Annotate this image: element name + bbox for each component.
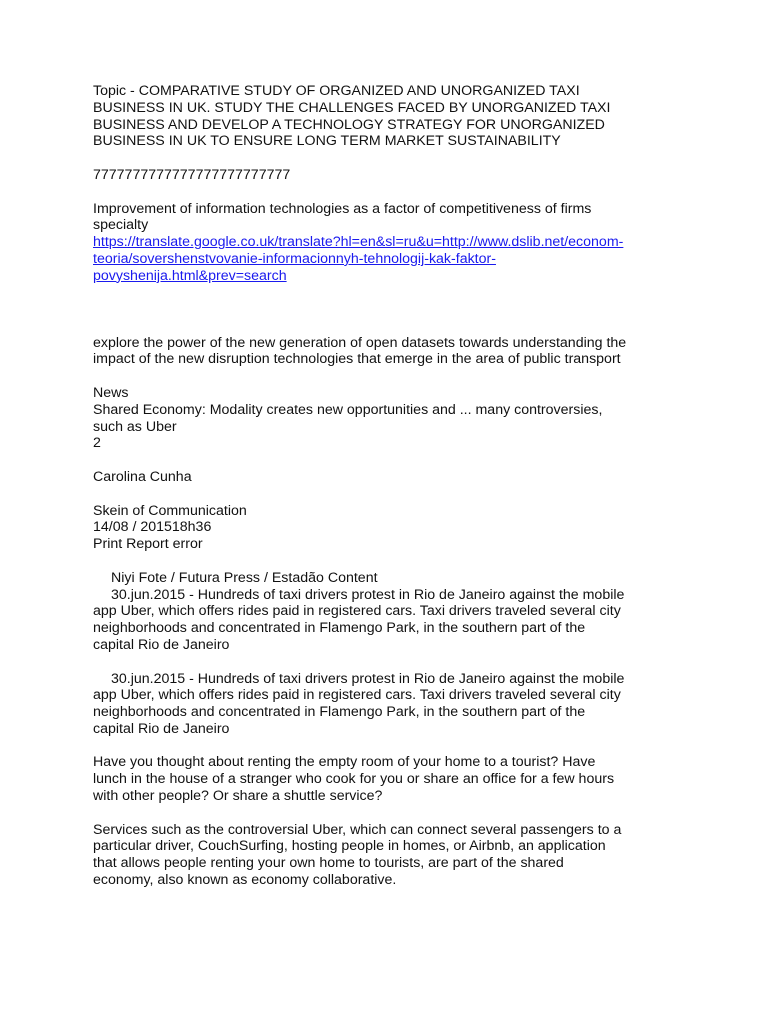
topic-line: Topic - COMPARATIVE STUDY OF ORGANIZED AND UNORGANIZED TAXI (93, 83, 580, 99)
source-actions: Print Report error (93, 536, 203, 553)
explore-paragraph (93, 335, 683, 369)
link-line[interactable]: teoria/sovershenstvovanie-informacionnyh-tehnologij-kak-faktor- (93, 250, 496, 267)
caption-line: capital Rio de Janeiro (93, 636, 230, 653)
improvement-line: Improvement of information technologies as a factor of competitiveness of firms (93, 200, 592, 217)
caption-line: 30.jun.2015 - Hundreds of taxi drivers protest in Rio de Janeiro against the mobile (111, 670, 625, 687)
source-datetime: 14/08 / 201518h36 (93, 519, 212, 536)
topic-line: BUSINESS AND DEVELOP A TECHNOLOGY STRATEGY FOR UNORGANIZED (93, 116, 605, 133)
topic-heading (93, 83, 683, 150)
paragraph-line: particular driver, CouchSurfing, hosting people in homes, or Airbnb, an application (93, 838, 606, 855)
link-line[interactable]: https://translate.google.co.uk/translate?hl=en&sl=ru&u=http://www.dslib.net/econom- (93, 234, 624, 251)
news-label: News (93, 384, 129, 401)
news-headline-line: Shared Economy: Modality creates new opportunities and ... many controversies, (93, 401, 603, 418)
caption-line: neighborhoods and concentrated in Flamengo Park, in the southern part of the (93, 704, 586, 721)
link-line[interactable]: povyshenija.html&prev=search (93, 267, 287, 284)
news-block (93, 385, 683, 452)
caption-line: app Uber, which offers rides paid in registered cars. Taxi drivers traveled several city (93, 687, 621, 704)
explore-line: explore the power of the new generation of open datasets towards understanding the (93, 334, 627, 351)
improvement-paragraph (93, 201, 683, 235)
improvement-line: specialty (93, 217, 149, 234)
caption-line: capital Rio de Janeiro (93, 720, 230, 737)
paragraph-services (93, 822, 683, 889)
topic-line: BUSINESS IN UK. STUDY THE CHALLENGES FACED BY UNORGANIZED TAXI (93, 99, 611, 116)
document-page (93, 83, 683, 889)
paragraph-renting (93, 754, 683, 804)
source-name: Skein of Communication (93, 502, 247, 519)
explore-line: impact of the new disruption technologies that emerge in the area of public transport (93, 351, 621, 368)
news-count: 2 (93, 435, 101, 452)
caption-2 (93, 671, 683, 738)
caption-line: neighborhoods and concentrated in Flamengo Park, in the southern part of the (93, 620, 586, 637)
paragraph-line: lunch in the house of a stranger who cook for you or share an office for a few hours (93, 771, 615, 788)
photo-credit: Niyi Fote / Futura Press / Estadão Content (111, 569, 378, 586)
news-headline-line: such as Uber (93, 418, 177, 435)
paragraph-line: Services such as the controversial Uber, which can connect several passengers to a (93, 821, 622, 838)
author-name: Carolina Cunha (93, 468, 192, 485)
caption-line: app Uber, which offers rides paid in registered cars. Taxi drivers traveled several city (93, 603, 621, 620)
caption-line: 30.jun.2015 - Hundreds of taxi drivers protest in Rio de Janeiro against the mobile (111, 586, 625, 603)
paragraph-line: Have you thought about renting the empty room of your home to a tourist? Have (93, 754, 596, 771)
sevens-line: 7777777777777777777777777 (93, 166, 291, 183)
translate-link[interactable] (93, 234, 683, 284)
source-block (93, 503, 683, 553)
topic-line: BUSINESS IN UK TO ENSURE LONG TERM MARKET SUSTAINABILITY (93, 133, 561, 150)
paragraph-line: economy, also known as economy collaborative. (93, 872, 397, 889)
paragraph-line: with other people? Or share a shuttle service? (93, 788, 383, 805)
paragraph-line: that allows people renting your own home to tourists, are part of the shared (93, 855, 564, 872)
caption-1 (93, 587, 683, 654)
